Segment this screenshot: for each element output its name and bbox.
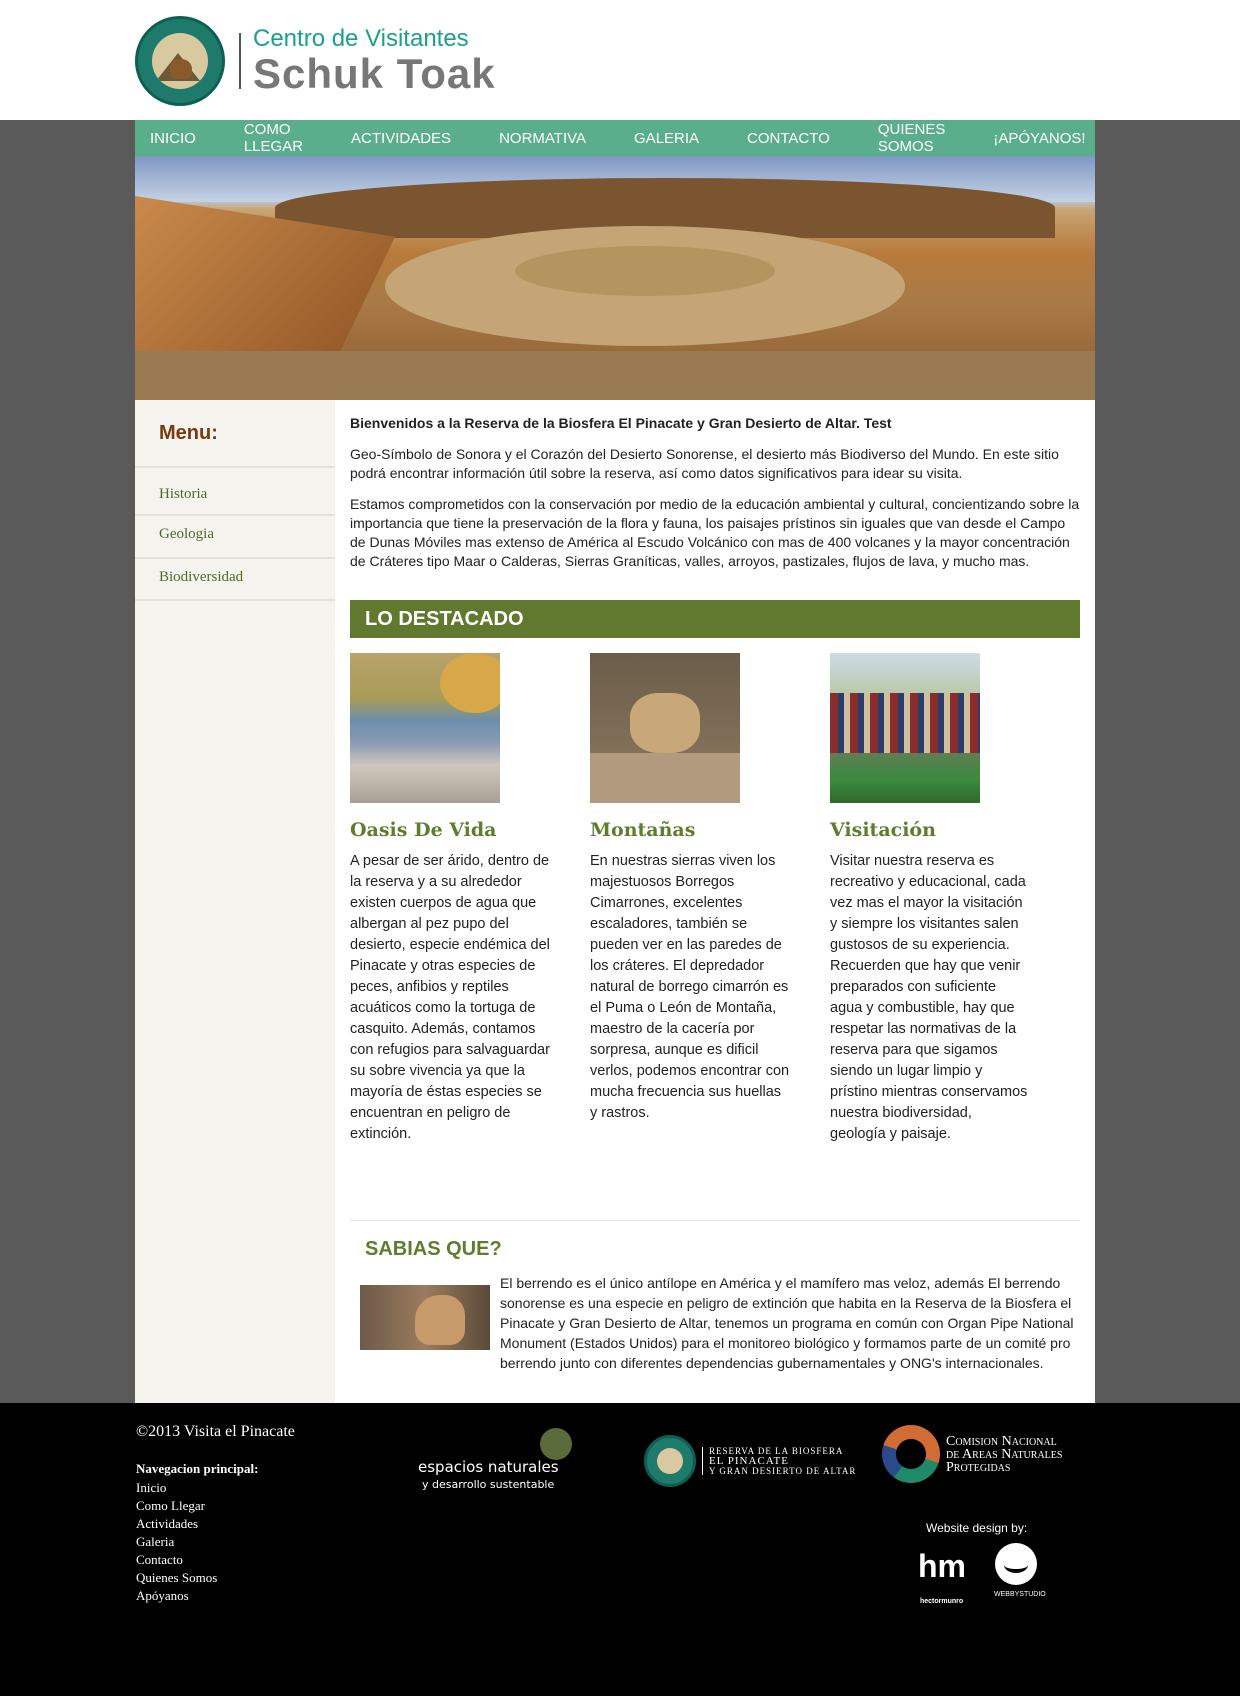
reserve-seal-icon [135,16,225,106]
sidebar-item-geologia[interactable]: Geologia [159,526,214,542]
webbystudio-label: WEBBYSTUDIO [994,1591,1046,1598]
intro-heading: Bienvenidos a la Reserva de la Biosfera El Pinacate y Gran Desierto de Altar. Test [350,415,892,431]
destacado-banner [350,600,1080,638]
leaf-icon [540,1428,572,1460]
sidebar-divider [135,557,335,559]
sidebar-divider [135,466,335,468]
oasis-image[interactable] [350,653,500,803]
footer-link-quienes-somos[interactable]: Quienes Somos [136,1570,218,1585]
nav-como-llegar[interactable]: COMO LLEGAR [243,121,304,155]
feature-text: En nuestras sierras viven los majestuosos Borregos Cimarrones, excelentes escaladores, también se pueden ver en las paredes de los cráteres. El depredador natural de borrego cimarrón es el Puma o León de Montaña, maestro de la cacería por sorpresa, aunque es dificil verlos, podemos encontrar con mucha frecuencia sus huellas y rastros. [590,853,790,1121]
sidebar-item-biodiversidad[interactable]: Biodiversidad [159,569,244,585]
intro [350,414,1080,583]
nav-contacto[interactable]: CONTACTO [747,129,830,147]
design-credit: Website design by: [926,1521,1028,1535]
intro-paragraph-2: Estamos comprometidos con la conservación por medio de la educación ambiental y cultural, concientizando sobre la importancia que tiene la preservación de la flora y fauna, los paisajes prístinos sin iguales que van desde el Campo de Dunas Móviles mas extenso de América al Escudo Volcánico con mas de 400 volcanes y la mayor concentración de Cráteres tipo Maar o Calderas, Sierras Graníticas, valles, arroyos, pastizales, flujos de lava, y mucho mas. [350,496,1080,569]
nav-galeria[interactable]: GALERIA [634,129,700,147]
feature-title[interactable]: Montañas [590,819,696,841]
conanp-logo[interactable]: Comision Nacional de Areas Naturales Protegidas [882,1425,1062,1483]
reserve-seal-icon [644,1435,696,1487]
sabias-title: SABIAS QUE? [365,1238,502,1260]
site-logo[interactable] [135,16,496,106]
sidebar-divider [135,514,335,516]
feature-title[interactable]: Oasis De Vida [350,819,497,841]
footer-link-galeria[interactable]: Galeria [136,1534,175,1549]
main-nav [135,120,1095,156]
logo-line1: Centro de Visitantes [253,25,469,52]
footer-link-apoyanos[interactable]: Apóyanos [136,1588,189,1603]
footer-link-como-llegar[interactable]: Como Llegar [136,1498,205,1513]
hero-crater-image [135,156,1095,400]
intro-paragraph-1: Geo-Símbolo de Sonora y el Corazón del Desierto Sonorense, el desierto más Biodiverso del Mundo. En este sitio podrá encontrar información útil sobre la reserva, así como datos significativos para idear su visita. [350,446,1059,481]
logo-divider [239,33,241,89]
footer-link-contacto[interactable]: Contacto [136,1552,183,1567]
footer-link-inicio[interactable]: Inicio [136,1480,167,1495]
nav-quienes-somos[interactable]: QUIENES SOMOS [877,121,946,155]
feature-montanas [590,653,790,1124]
berrendo-image [360,1285,490,1350]
feature-oasis [350,653,550,1145]
feature-title[interactable]: Visitación [830,819,936,841]
webbystudio-logo-icon[interactable] [995,1543,1037,1585]
logo-line2: Schuk Toak [253,50,496,97]
reserva-biosfera-logo[interactable]: RESERVA DE LA BIOSFERA EL PINACATE Y GRAN DESIERTO DE ALTAR [644,1435,856,1487]
conanp-swirl-icon [882,1425,940,1483]
hectormunro-logo[interactable]: hm hectormunro [918,1548,966,1605]
nav-actividades[interactable]: ACTIVIDADES [351,129,452,147]
visitacion-image[interactable] [830,653,980,803]
sidebar-item-historia[interactable]: Historia [159,486,208,502]
destacado-title: LO DESTACADO [365,608,524,630]
nav-inicio[interactable]: INICIO [150,129,196,147]
sidebar [135,400,335,1403]
sidebar-title: Menu: [159,422,218,444]
footer-link-actividades[interactable]: Actividades [136,1516,199,1531]
montanas-image[interactable] [590,653,740,803]
feature-text: A pesar de ser árido, dentro de la reserva y a su alrededor existen cuerpos de agua que albergan al pez pupo del desierto, especie endémica del Pinacate y otras especies de peces, anfibios y reptiles acuáticos como la tortuga de casquito. Además, contamos con refugios para salvaguardar su sobre vivencia ya que la mayoría de éstas especies se encuentran en peligro de extinción. [350,853,550,1142]
sabias-divider [350,1220,1080,1221]
footer-copyright: ©2013 Visita el Pinacate [136,1423,295,1440]
footer: ©2013 Visita el Pinacate Navegacion principal: Inicio Como Llegar Actividades Galeria Contacto Quienes Somos Apóyanos espacios naturales y desarrollo sustentable RESERVA DE LA BIOSFERA EL PINACATE Y GRAN DESIERTO DE ALTAR Comision Nacional de Areas Naturales Protegidas Website design by: hm hectormunro WEBBYSTUDIO [0,1403,1240,1696]
feature-text: Visitar nuestra reserva es recreativo y educacional, cada vez mas el mayor la visitación y siempre los visitantes salen gustosos de su experiencia. Recuerden que hay que venir preparados con suficiente agua y combustible, hay que respetar las normativas de la reserva para que sigamos siendo un lugar limpio y prístino mientras conservamos nuestra biodiversidad, geología y paisaje. [830,853,1028,1142]
nav-apoyanos[interactable]: ¡APÓYANOS! [993,129,1086,147]
nav-normativa[interactable]: NORMATIVA [499,129,587,147]
footer-nav-title: Navegacion principal: [136,1461,259,1476]
sabias-text: El berrendo es el único antílope en América y el mamífero mas veloz, además El berrendo sonorense es una especie en peligro de extinción que habita en la Reserva de la Biosfera el Pinacate y Gran Desierto de Altar, tenemos un programa en común con Organ Pipe National Monument (Estados Unidos) para el monitoreo biológico y formamos parte de un comité pro berrendo junto con diferentes dependencias gubernamentales y ONG's internacionales. [500,1275,1074,1371]
main-content [335,400,1095,1403]
feature-visitacion [830,653,1030,1145]
sidebar-divider [135,599,335,601]
